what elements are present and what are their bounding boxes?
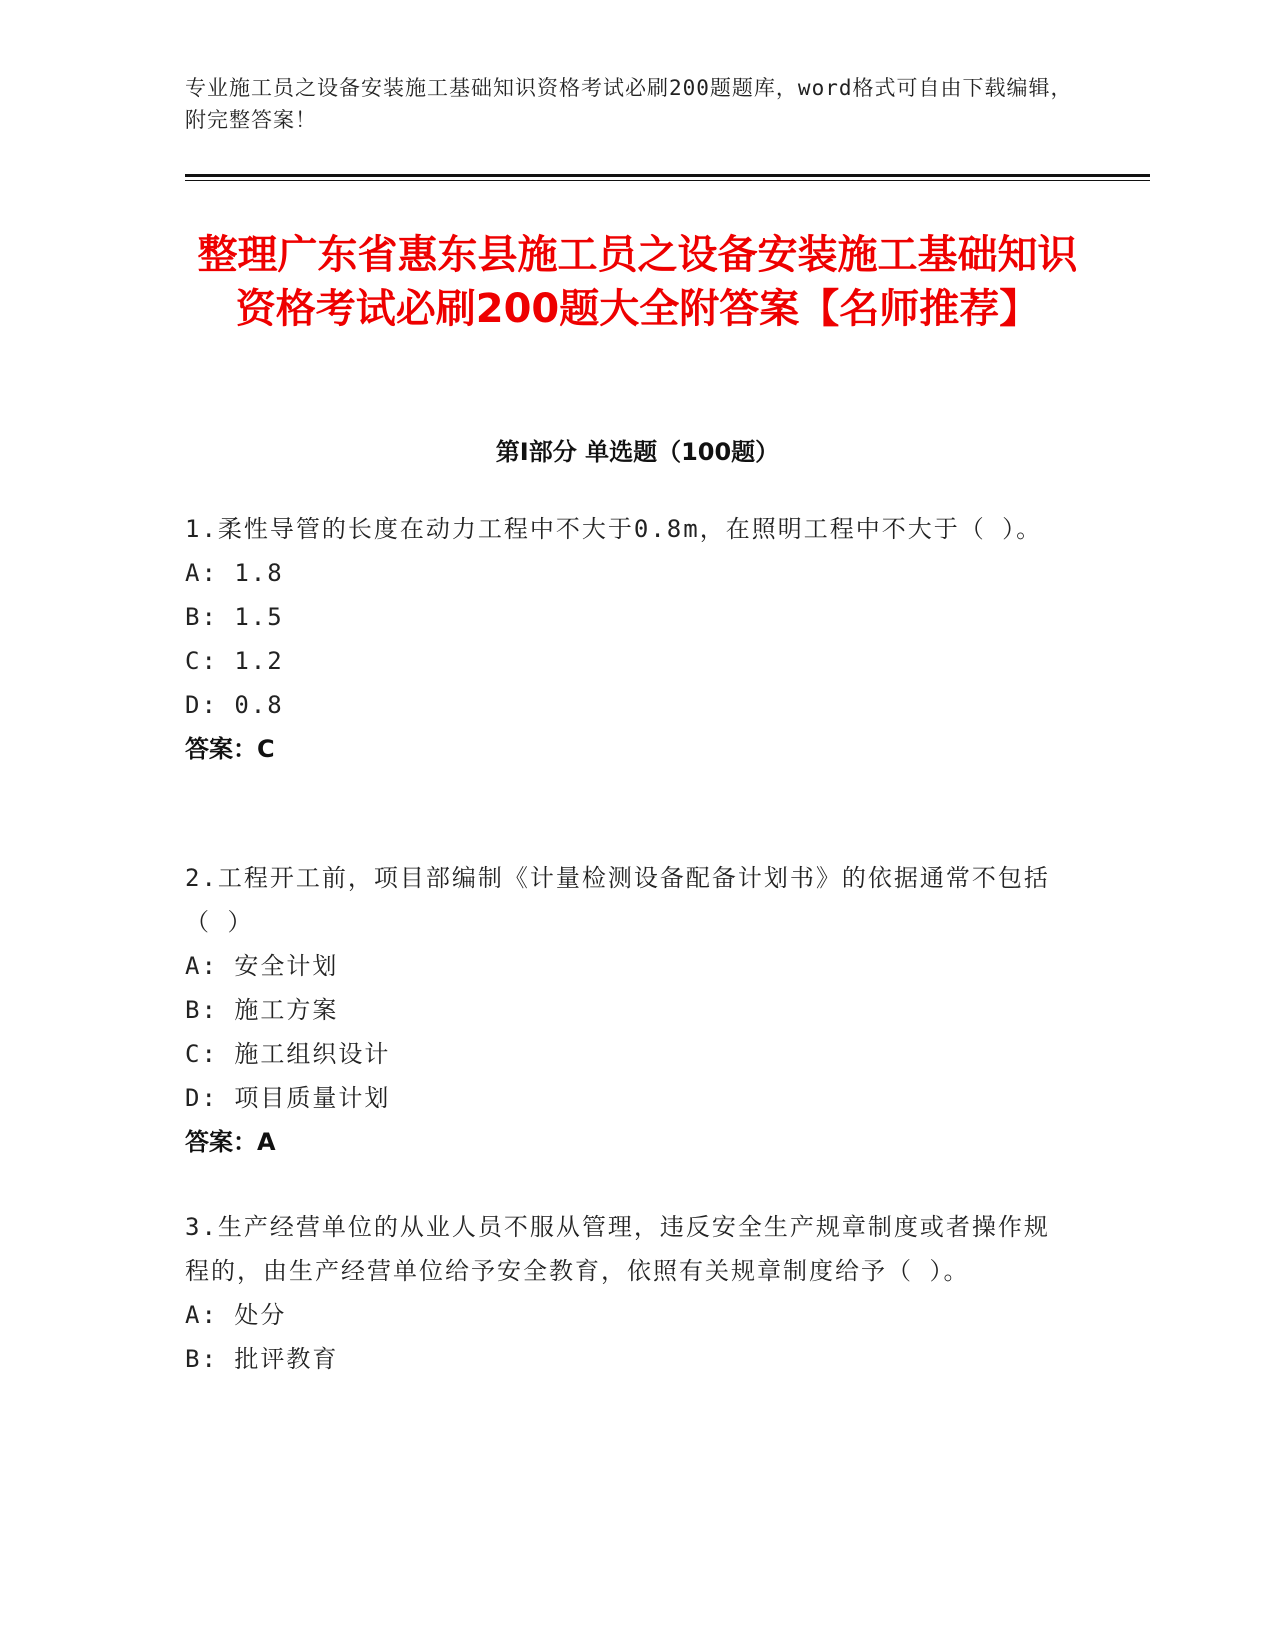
option-c: C: 施工组织设计	[185, 1040, 391, 1068]
question-2	[185, 856, 1065, 1164]
answer: 答案：C	[185, 735, 275, 763]
question-text: 3.生产经营单位的从业人员不服从管理，违反安全生产规章制度或者操作规程的，由生产经营单位给予安全教育，依照有关规章制度给予（ ）。	[185, 1213, 1050, 1285]
option-b: B: 1.5	[185, 603, 284, 631]
question-1	[185, 507, 1065, 771]
header-rule-thick	[185, 174, 1150, 177]
option-d: D: 0.8	[185, 691, 284, 719]
option-a: A: 安全计划	[185, 952, 339, 980]
question-text: 1.柔性导管的长度在动力工程中不大于0.8m，在照明工程中不大于（ ）。	[185, 515, 1043, 543]
question-3	[185, 1205, 1065, 1381]
header-note: 专业施工员之设备安装施工基础知识资格考试必刷200题题库，word格式可自由下载编辑，附完整答案！	[185, 76, 1073, 132]
option-c: C: 1.2	[185, 647, 284, 675]
section-heading: 第Ⅰ部分 单选题（100题）	[495, 438, 780, 466]
question-text: 2.工程开工前，项目部编制《计量检测设备配备计划书》的依据通常不包括（ ）	[185, 864, 1050, 936]
option-b: B: 施工方案	[185, 996, 339, 1024]
header-rule-thin	[185, 180, 1150, 181]
document-title: 整理广东省惠东县施工员之设备安装施工基础知识资格考试必刷200题大全附答案【名师推荐】	[197, 232, 1078, 332]
option-a: A: 处分	[185, 1301, 287, 1329]
option-d: D: 项目质量计划	[185, 1084, 391, 1112]
option-b: B: 批评教育	[185, 1345, 339, 1373]
option-a: A: 1.8	[185, 559, 284, 587]
answer: 答案：A	[185, 1128, 276, 1156]
